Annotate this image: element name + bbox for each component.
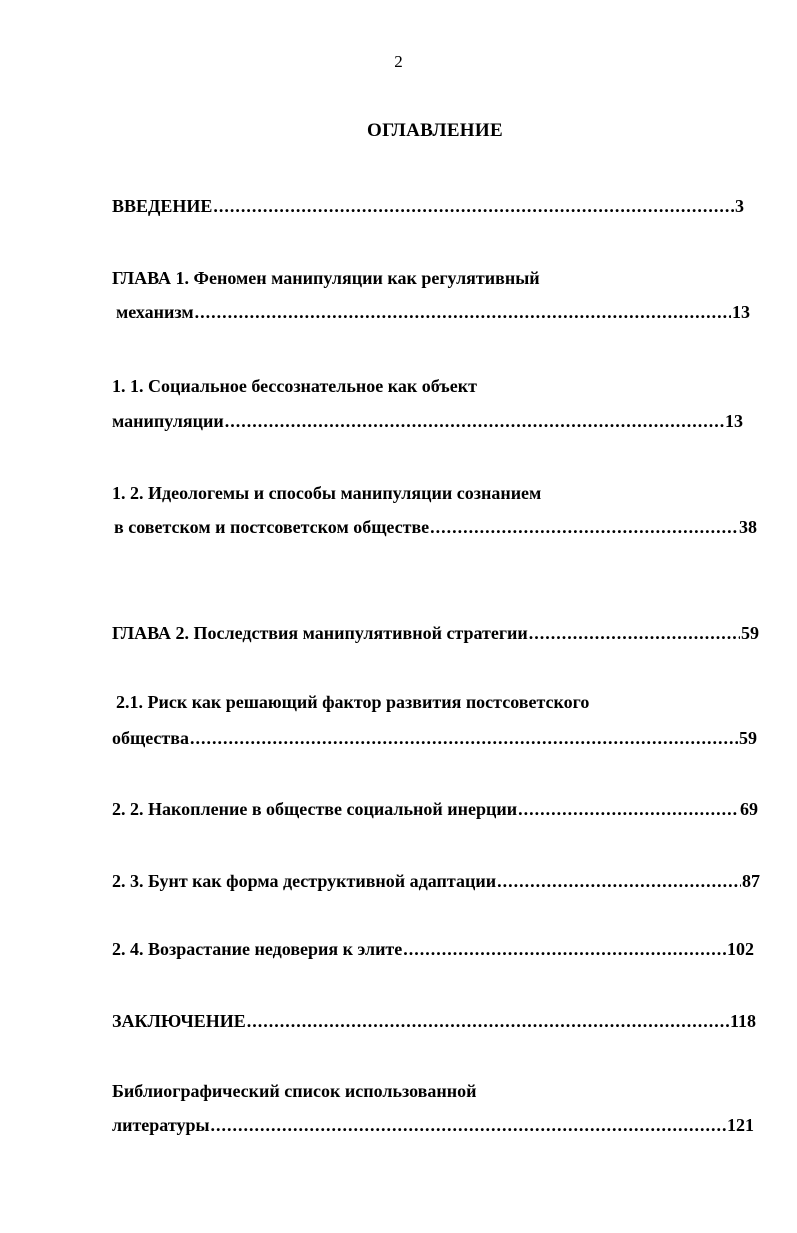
toc-entry-text: манипуляции [112,411,224,431]
toc-page-number: 3 [735,196,744,216]
dot-leader [195,301,731,323]
dot-leader [403,938,726,960]
toc-page-number: 13 [725,411,743,431]
toc-entry-section-2-1 [112,727,757,749]
toc-page-number: 59 [741,623,759,643]
toc-entry-chapter1 [116,301,750,323]
toc-page-number: 121 [727,1115,754,1135]
toc-entry-text: 2. 2. Накопление в обществе социальной инерции [112,799,518,819]
toc-entry-introduction [112,195,744,217]
toc-entry-text: механизм [116,302,194,322]
toc-entry-conclusion [112,1010,756,1032]
toc-entry-section-1-2 [114,516,757,538]
toc-entry-text: 2. 3. Бунт как форма деструктивной адаптации [112,871,497,891]
dot-leader [497,870,741,892]
toc-entry-section-1-1 [112,410,743,432]
toc-page-number: 38 [739,517,757,537]
toc-entry-text: ЗАКЛЮЧЕНИЕ [112,1011,246,1031]
toc-entry-section-2-2 [112,798,758,820]
toc-page-number: 102 [727,939,754,959]
toc-entry-text: 2. 4. Возрастание недоверия к элите [112,939,403,959]
toc-entry-text: ГЛАВА 2. Последствия манипулятивной стратегии [112,623,528,643]
toc-page-number: 118 [729,1011,756,1031]
toc-entry-section-2-3 [112,870,760,892]
dot-leader [529,622,740,644]
dot-leader [213,195,734,217]
toc-title: ОГЛАВЛЕНИЕ [367,120,503,141]
toc-entry-text: общества [112,728,189,748]
toc-page-number: 87 [742,871,760,891]
dot-leader [190,727,738,749]
dot-leader [518,798,739,820]
toc-entry-chapter1-line1: ГЛАВА 1. Феномен манипуляции как регулятивный [112,268,540,288]
dot-leader [430,516,738,538]
toc-entry-section-1-2-line1: 1. 2. Идеологемы и способы манипуляции сознанием [112,483,542,503]
toc-entry-bibliography-line1: Библиографический список использованной [112,1081,477,1101]
toc-entry-text: литературы [112,1115,210,1135]
toc-entry-bibliography [112,1114,754,1136]
dot-leader [247,1010,729,1032]
toc-entry-section-1-1-line1: 1. 1. Социальное бессознательное как объект [112,376,477,396]
toc-entry-section-2-1-line1: 2.1. Риск как решающий фактор развития постсоветского [116,692,590,712]
toc-entry-text: в советском и постсоветском обществе [114,517,430,537]
toc-entry-chapter2 [112,622,759,644]
toc-page-number: 13 [732,302,750,322]
toc-page-number: 69 [740,799,758,819]
dot-leader [225,410,724,432]
toc-entry-section-2-4 [112,938,754,960]
toc-entry-text: ВВЕДЕНИЕ [112,196,213,216]
dot-leader [211,1114,726,1136]
page-number: 2 [394,52,403,71]
toc-page-number: 59 [739,728,757,748]
